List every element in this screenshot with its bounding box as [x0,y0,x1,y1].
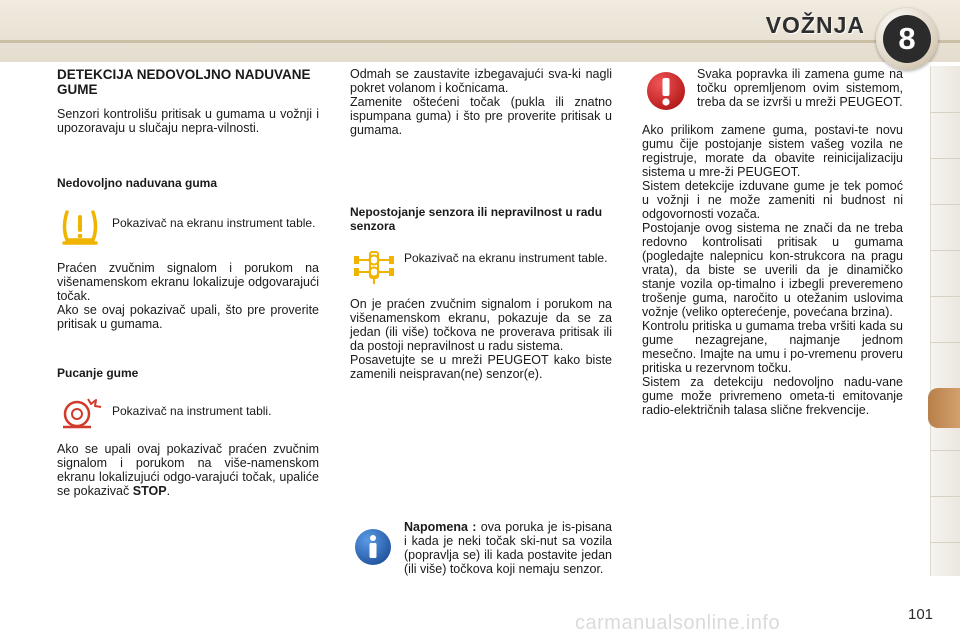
puncture-caption: Pokazivač na instrument tabli. [112,404,272,418]
side-tab-divider [930,450,960,451]
puncture-heading: Pucanje gume [57,366,139,380]
column3-paragraph: Kontrolu pritiska u gumama treba vršiti kada su gume nezagrejane, najmanje jednom mesečno. Imajte na umu i po-vremenu proveru pritiska u rezervnom točku. [642,319,903,375]
section-title-block [57,67,319,97]
side-tab-divider [930,112,960,113]
sensor-fault-paragraph: Posavetujte se u mreži PEUGEOT kako biste zamenili neispravan(ne) senzor(e). [350,353,612,381]
puncture-paragraph-text: Ako se upali ovaj pokazivač praćen zvučnim signalom i porukom na više-namenskom ekranu lokalizujući odgo-varajući točak, upaliće se pokazivač [57,442,319,498]
column2-paragraph: Zamenite oštećeni točak (pukla ili znatno ispumpana guma) i što pre proverite pritisak u gumama. [350,95,612,137]
side-tab-divider [930,204,960,205]
column3-paragraph: Sistem detekcije izduvane gume je tek pomoć u vožnji i ne može zameniti ni budnost ni odgovornosti vozača. [642,179,903,221]
tyre-pressure-warning-icon [58,208,102,251]
warning-icon [646,71,686,116]
column3-paragraph: Postojanje ovog sistema ne znači da ne treba redovno kontrolisati pritisak u gumama (pogledajte nalepnicu kon-strukcora na pragu vrata), da biste se uverili da je dinamičko stanje vozila op-timalno i izbegli preveremeno trošenje guma, naročito u otežanim uslovima vožnje (veliko opterećenje, povećana brzina). [642,221,903,319]
note-block [404,520,612,576]
note-label: Napomena : [404,520,477,534]
info-icon [354,528,392,571]
sensor-fault-heading: Nepostojanje senzora ili nepravilnost u radu senzora [350,205,603,233]
side-tab-divider [930,250,960,251]
sensor-fault-paragraph: On je praćen zvučnim signalom i porukom na višenamenskom ekranu, pokazuje da se za jedan (ili više) točkova ne proverava pritisak ili da postoji nepravilnost u radu sistema. [350,297,612,353]
chapter-number: 8 [883,15,931,63]
watermark: carmanualsonline.info [575,612,781,634]
sensor-fault-caption: Pokazivač na ekranu instrument table. [404,251,608,265]
tyre-sensor-fault-icon [352,246,396,291]
side-tab-strip [930,66,960,576]
stop-indicator-word: STOP [132,484,167,498]
column3-paragraph: Ako prilikom zamene guma, postavi-te novu gumu čije postojanje sistem vašeg vozila ne registruje, morate da obavite reinicijalizaciju sistema u mre-ži PEUGEOT. [642,123,903,179]
column3-body [642,123,903,417]
column3-paragraph: Sistem za detekciju nedovoljno nadu-vane gume može privremeno ometa-ti emitovanje radio-električnih talasa slične frekvencije. [642,375,903,417]
intro-block [57,107,319,135]
side-tab-divider [930,296,960,297]
side-tab-active-chapter[interactable] [928,388,960,428]
header-rule [0,40,960,43]
page-number: 101 [908,606,934,623]
underinflated-caption: Pokazivač na ekranu instrument table. [112,216,316,230]
side-tab-divider [930,342,960,343]
warning-text: Svaka popravka ili zamena gume na točku opremljenom ovim sistemom, treba da se izvrši u mreži PEUGEOT. [697,67,903,109]
column2-paragraph: Odmah se zaustavite izbegavajući sva-ki nagli pokret volanom i kočnicama. [350,67,612,95]
tyre-puncture-icon [60,396,102,435]
underinflated-heading: Nedovoljno naduvana guma [57,176,218,190]
puncture-paragraph-end: . [166,484,171,498]
warning-block [697,67,903,109]
note-text: ova poruka je is-pisana i kada je neki točak ski-nut sa vozila (popravlja se) ili kada postavite jedan (ili više) točkova koji nemaju senzor. [404,520,612,576]
underinflated-paragraph: Praćen zvučnim signalom i porukom na višenamenskom ekranu lokalizuje odgovarajući točak. [57,261,319,303]
intro-paragraph: Senzori kontrolišu pritisak u gumama u vožnji i upozoravaju u slučaju nepra-vilnosti. [57,107,319,135]
section-title: DETEKCIJA NEDOVOLJNO NADUVANE GUME [57,67,311,97]
note-paragraph [404,520,612,576]
underinflated-paragraph: Ako se ovaj pokazivač upali, što pre proverite pritisak u gumama. [57,303,319,331]
puncture-paragraph [57,442,319,498]
side-tab-divider [930,158,960,159]
side-tab-divider [930,542,960,543]
chapter-title: VOŽNJA [765,12,865,38]
side-tab-divider [930,496,960,497]
chapter-badge [876,8,938,70]
